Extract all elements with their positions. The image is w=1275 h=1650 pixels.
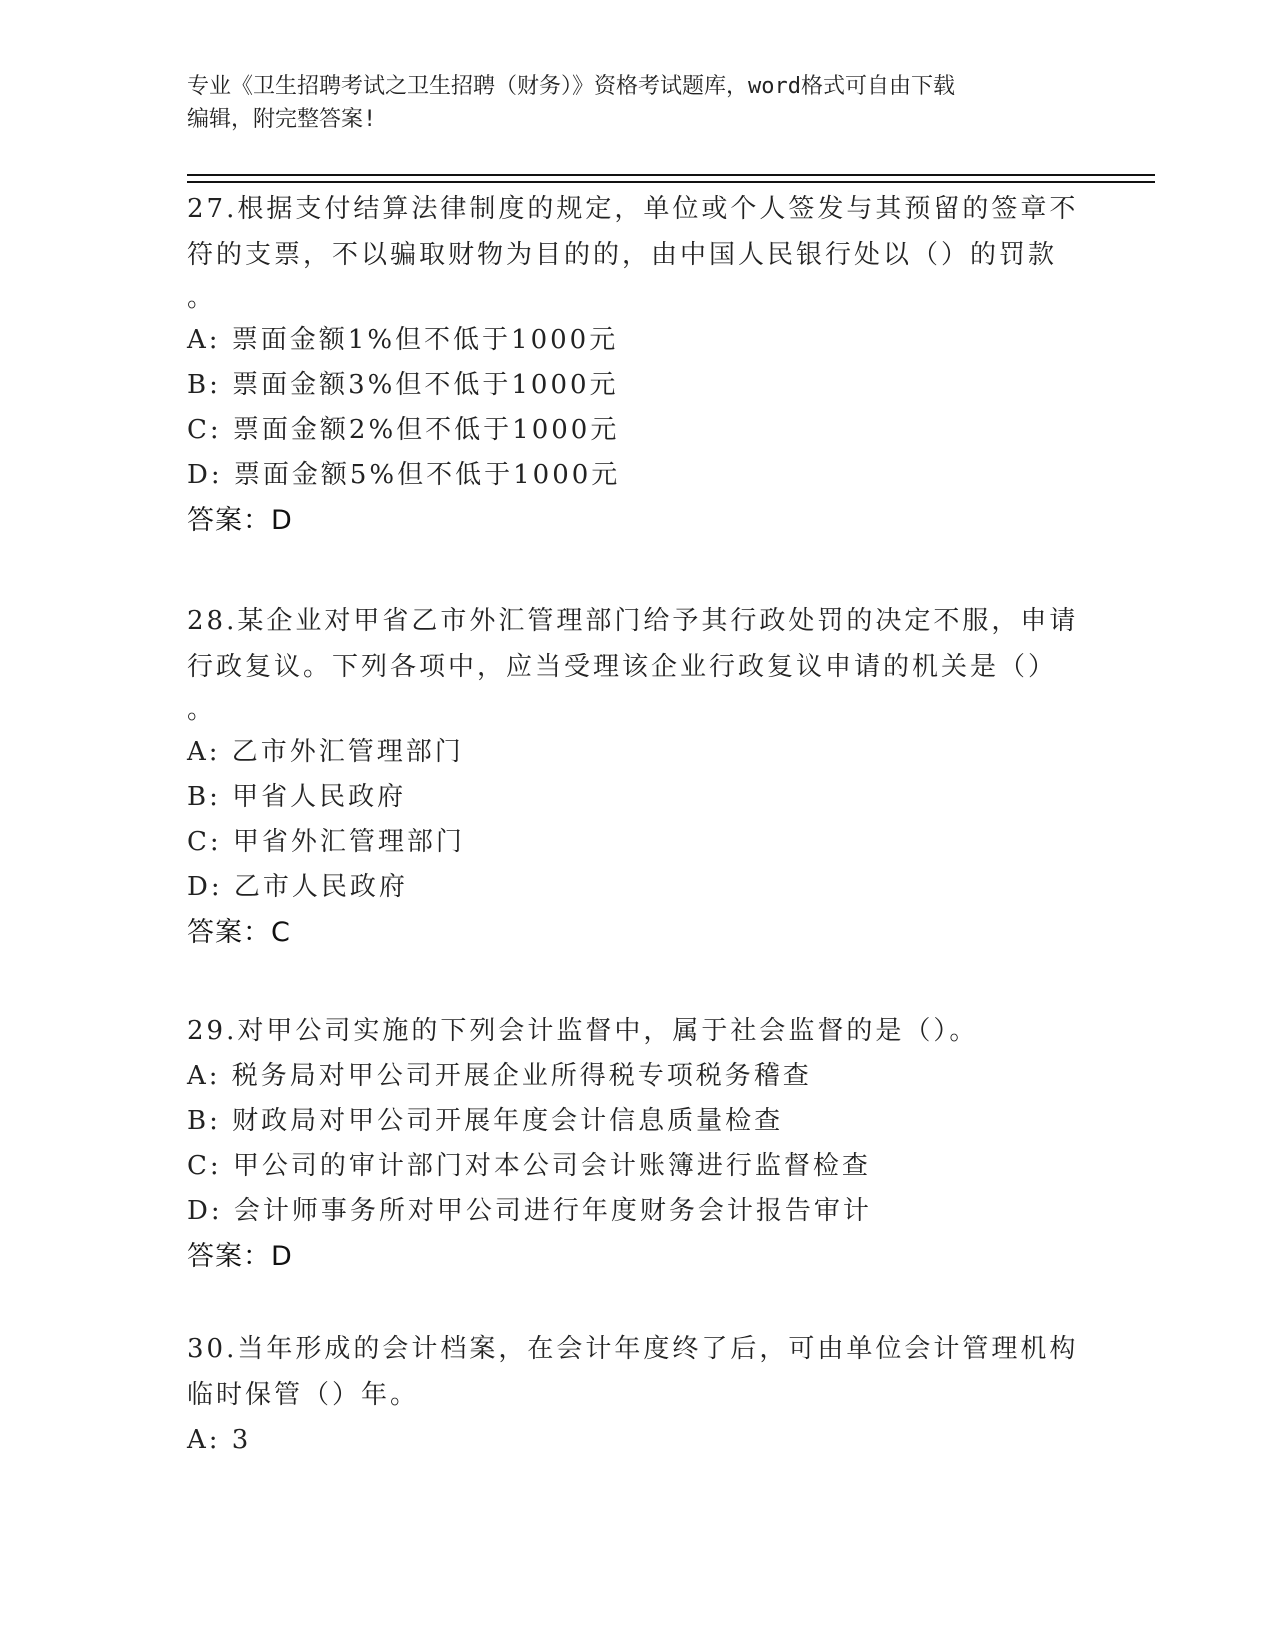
question-stem-line: 符的支票，不以骗取财物为目的的，由中国人民银行处以（）的罚款 (187, 240, 1058, 270)
answer: 答案：D (187, 1241, 293, 1272)
question-stem-line: 。 (187, 695, 214, 725)
question-stem-line: 30.当年形成的会计档案，在会计年度终了后，可由单位会计管理机构 (187, 1334, 1079, 1364)
question-stem-line: 。 (187, 283, 214, 313)
option-c: C: 甲省外汇管理部门 (187, 827, 465, 857)
question-stem-line: 29.对甲公司实施的下列会计监督中，属于社会监督的是（）。 (187, 1016, 979, 1046)
question-30 (187, 1326, 1087, 1463)
option-d: D: 票面金额5%但不低于1000元 (187, 460, 621, 490)
option-d: D: 会计师事务所对甲公司进行年度财务会计报告审计 (187, 1196, 872, 1226)
option-b: B: 甲省人民政府 (187, 782, 407, 812)
answer: 答案：D (187, 505, 293, 536)
document-header (187, 70, 1087, 136)
option-d: D: 乙市人民政府 (187, 872, 408, 902)
header-line-1: 专业《卫生招聘考试之卫生招聘（财务）》资格考试题库，word格式可自由下载 (187, 74, 955, 99)
option-a: A: 乙市外汇管理部门 (187, 737, 464, 767)
option-c: C: 票面金额2%但不低于1000元 (187, 415, 620, 445)
option-a: A: 3 (187, 1425, 252, 1455)
question-stem-line: 28.某企业对甲省乙市外汇管理部门给予其行政处罚的决定不服，申请 (187, 606, 1079, 636)
option-b: B: 财政局对甲公司开展年度会计信息质量检查 (187, 1106, 784, 1136)
question-29 (187, 1008, 1087, 1280)
question-28 (187, 598, 1087, 956)
question-stem-line: 27.根据支付结算法律制度的规定，单位或个人签发与其预留的签章不 (187, 194, 1079, 224)
option-c: C: 甲公司的审计部门对本公司会计账簿进行监督检查 (187, 1151, 871, 1181)
answer: 答案：C (187, 917, 291, 948)
option-b: B: 票面金额3%但不低于1000元 (187, 370, 619, 400)
option-a: A: 票面金额1%但不低于1000元 (187, 325, 619, 355)
header-divider-top (187, 174, 1155, 176)
header-divider-bottom (187, 181, 1155, 183)
option-a: A: 税务局对甲公司开展企业所得税专项税务稽查 (187, 1061, 812, 1091)
question-stem-line: 临时保管（）年。 (187, 1380, 420, 1410)
question-27 (187, 186, 1087, 544)
header-line-2: 编辑，附完整答案! (187, 107, 377, 132)
question-stem-line: 行政复议。下列各项中，应当受理该企业行政复议申请的机关是（） (187, 652, 1058, 682)
